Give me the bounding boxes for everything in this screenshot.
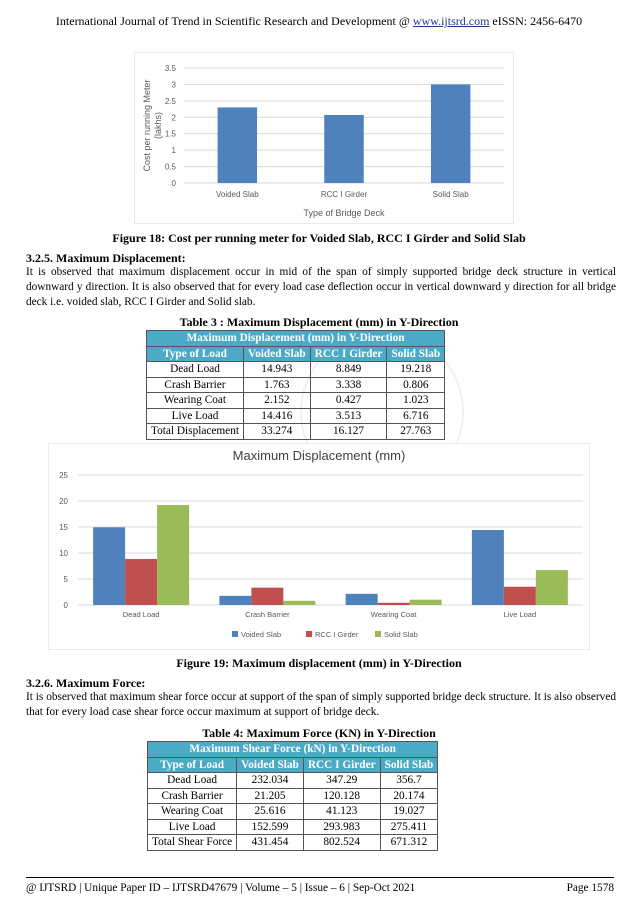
legend-label: RCC I Girder	[315, 630, 359, 639]
table-cell: 1.023	[387, 393, 445, 409]
table-cell: 275.411	[380, 819, 438, 835]
x-axis-label: Type of Bridge Deck	[303, 208, 385, 218]
table-cell: Wearing Coat	[147, 393, 244, 409]
table-cell: 14.416	[244, 408, 311, 424]
y-tick-label: 25	[59, 471, 68, 480]
table-row	[147, 408, 445, 424]
table-3-caption: Table 3 : Maximum Displacement (mm) in Y-Direction	[179, 315, 459, 329]
y-tick-label: 2.5	[164, 96, 176, 106]
table-cell: 16.127	[310, 424, 387, 440]
table-cell: 802.524	[303, 835, 380, 851]
legend-label: Solid Slab	[384, 630, 418, 639]
y-tick-label: 20	[59, 497, 68, 506]
bar-voided-slab	[93, 527, 125, 605]
y-tick-label: 0	[63, 601, 68, 610]
x-tick-label: Solid Slab	[432, 190, 469, 199]
table-cell: 0.806	[387, 377, 445, 393]
table-cell: 347.29	[303, 773, 380, 789]
column-header: RCC I Girder	[310, 346, 387, 362]
bar	[218, 107, 257, 183]
x-tick-label: Wearing Coat	[370, 610, 417, 619]
bar-solid-slab	[283, 601, 315, 605]
table-cell: 6.716	[387, 408, 445, 424]
section-3-2-5-text: It is observed that maximum displacement occur in mid of the span of simply supported bridge deck structure in vertical downward y direction. It is also observed that for every load case deflection occur in vertical downward y direction for all bridge deck i.e. voided slab, RCC I Girder and Solid slab.	[26, 266, 616, 308]
table-cell: 120.128	[303, 788, 380, 804]
table-cell: Dead Load	[147, 362, 244, 378]
shear-force-table	[147, 741, 438, 851]
footer-divider	[26, 877, 614, 878]
table-cell: 0.427	[310, 393, 387, 409]
y-tick-label: 5	[63, 575, 68, 584]
chart-title: Maximum Displacement (mm)	[232, 448, 406, 463]
x-tick-label: Crash Barrier	[245, 610, 290, 619]
table-cell: 232.034	[237, 773, 304, 789]
bar-solid-slab	[536, 570, 568, 605]
table-cell: Crash Barrier	[147, 377, 244, 393]
table-cell: 152.599	[237, 819, 304, 835]
table-title: Maximum Shear Force (kN) in Y-Direction	[148, 742, 438, 758]
figure-18-caption: Figure 18: Cost per running meter for Voided Slab, RCC I Girder and Solid Slab	[112, 231, 526, 245]
cost-bar-chart	[134, 52, 514, 224]
table-cell: 27.763	[387, 424, 445, 440]
bar-rcc-i-girder	[251, 588, 283, 605]
table-cell: 8.849	[310, 362, 387, 378]
table-cell: 671.312	[380, 835, 438, 851]
figure-19-caption: Figure 19: Maximum displacement (mm) in Y-Direction	[176, 656, 462, 670]
table-cell: 19.027	[380, 804, 438, 820]
footer-info: @ IJTSRD | Unique Paper ID – IJTSRD47679 | Volume – 5 | Issue – 6 | Sep-Oct 2021	[26, 882, 416, 894]
y-axis-label: Cost per running Meter(lakhs)	[142, 79, 163, 172]
y-tick-label: 2	[171, 113, 176, 123]
table-cell: 14.943	[244, 362, 311, 378]
section-3-2-6-text: It is observed that maximum shear force occur at support of the span of simply supported bridge deck structure. It is also observed that for every load case shear force occur maximum at support of bridge deck.	[26, 691, 616, 718]
bar-voided-slab	[346, 594, 378, 605]
table-cell: 19.218	[387, 362, 445, 378]
bar-solid-slab	[410, 600, 442, 605]
table-cell: 1.763	[244, 377, 311, 393]
x-tick-label: Live Load	[503, 610, 537, 619]
table-row	[148, 788, 438, 804]
bar-rcc-i-girder	[378, 603, 410, 605]
displacement-bar-chart	[48, 443, 590, 650]
y-tick-label: 3.5	[164, 64, 176, 73]
column-header: Type of Load	[148, 757, 237, 773]
table-cell: 356.7	[380, 773, 438, 789]
table-cell: Crash Barrier	[148, 788, 237, 804]
table-cell: Wearing Coat	[148, 804, 237, 820]
table-row	[147, 362, 445, 378]
column-header: Voided Slab	[244, 346, 311, 362]
table-cell: 20.174	[380, 788, 438, 804]
bar-voided-slab	[219, 596, 251, 605]
table-row	[147, 377, 445, 393]
table-row	[147, 424, 445, 440]
table-cell: 21.205	[237, 788, 304, 804]
page-number: Page 1578	[566, 882, 614, 894]
table-row	[148, 804, 438, 820]
x-tick-label: Dead Load	[122, 610, 160, 619]
table-cell: 293.983	[303, 819, 380, 835]
column-header: Type of Load	[147, 346, 244, 362]
bar-solid-slab	[157, 505, 189, 605]
table-cell: 25.616	[237, 804, 304, 820]
y-tick-label: 1	[171, 146, 176, 156]
table-cell: Dead Load	[148, 773, 237, 789]
table-cell: 3.513	[310, 408, 387, 424]
legend-swatch	[232, 631, 238, 637]
table-cell: 2.152	[244, 393, 311, 409]
table-title: Maximum Displacement (mm) in Y-Direction	[147, 331, 445, 347]
table-cell: 41.123	[303, 804, 380, 820]
displacement-table	[146, 330, 445, 440]
journal-header: International Journal of Trend in Scientific Research and Development @ www.ijtsrd.com eISSN: 2456-6470	[55, 14, 583, 28]
page-footer	[26, 882, 614, 894]
x-tick-label: RCC I Girder	[320, 190, 368, 199]
bar	[431, 84, 470, 183]
y-tick-label: 3	[171, 80, 176, 90]
column-header: Solid Slab	[387, 346, 445, 362]
table-cell: Total Displacement	[147, 424, 244, 440]
bar-voided-slab	[472, 530, 504, 605]
table-cell: Live Load	[147, 408, 244, 424]
journal-link[interactable]: www.ijtsrd.com	[412, 14, 490, 28]
column-header: Voided Slab	[237, 757, 304, 773]
table-4-caption: Table 4: Maximum Force (KN) in Y-Direction	[202, 726, 436, 740]
table-cell: 33.274	[244, 424, 311, 440]
table-cell: 3.338	[310, 377, 387, 393]
section-3-2-5-heading: 3.2.5. Maximum Displacement:	[26, 251, 186, 265]
column-header: Solid Slab	[380, 757, 438, 773]
legend-swatch	[375, 631, 381, 637]
table-cell: Live Load	[148, 819, 237, 835]
bar-rcc-i-girder	[504, 587, 536, 605]
table-row	[148, 819, 438, 835]
legend-swatch	[306, 631, 312, 637]
y-tick-label: 10	[59, 549, 68, 558]
table-row	[148, 773, 438, 789]
table-row	[148, 835, 438, 851]
bar-rcc-i-girder	[125, 559, 157, 605]
x-tick-label: Voided Slab	[215, 190, 259, 199]
table-cell: Total Shear Force	[148, 835, 237, 851]
legend-label: Voided Slab	[241, 630, 282, 639]
table-row	[147, 393, 445, 409]
table-cell: 431.454	[237, 835, 304, 851]
y-tick-label: 15	[59, 523, 68, 532]
column-header: RCC I Girder	[303, 757, 380, 773]
y-tick-label: 0.5	[164, 162, 176, 172]
section-3-2-6-heading: 3.2.6. Maximum Force:	[26, 676, 146, 690]
y-tick-label: 0	[171, 179, 176, 188]
y-tick-label: 1.5	[164, 129, 176, 139]
bar	[324, 115, 363, 183]
